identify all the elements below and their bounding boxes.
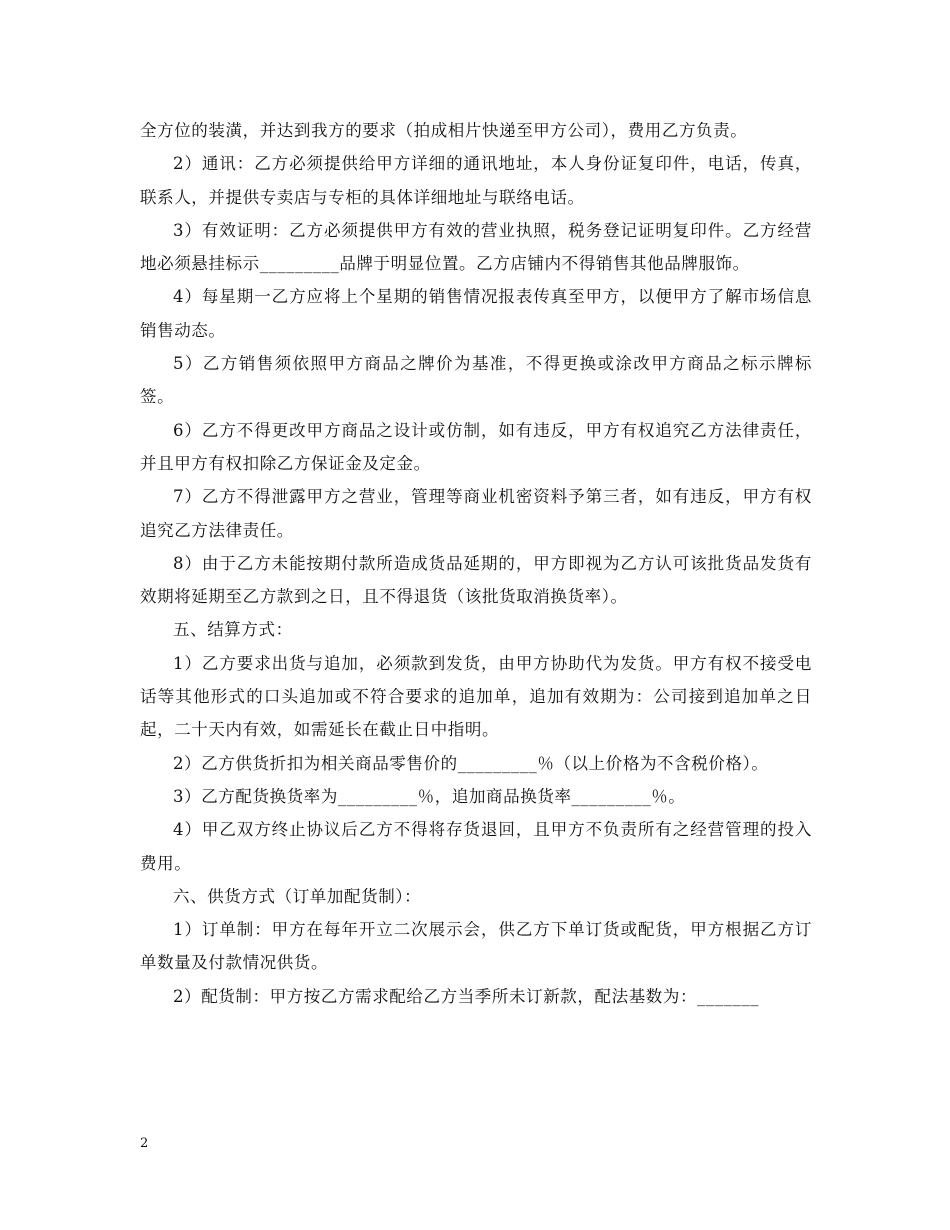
paragraph-6: 6）乙方不得更改甲方商品之设计或仿制，如有违反，甲方有权追究乙方法律责任，并且甲方有权扣除乙方保证金及定金。 <box>140 420 812 473</box>
paragraph-5: 5）乙方销售须依照甲方商品之牌价为基准，不得更换或涂改甲方商品之标示牌标签。 <box>140 354 812 407</box>
paragraph-2: 2）通讯：乙方必须提供给甲方详细的通讯地址，本人身份证复印件，电话，传真，联系人，并提供专卖店与专柜的具体详细地址与联络电话。 <box>140 154 812 207</box>
page-number: 2 <box>140 1136 149 1151</box>
paragraph-15: 1）订单制：甲方在每年开立二次展示会，供乙方下单订货或配货，甲方根据乙方订单数量及付款情况供货。 <box>140 920 812 973</box>
paragraph-11: 2）乙方供货折扣为相关商品零售价的_________％（以上价格为不含税价格）。 <box>173 753 769 773</box>
paragraph-10: 1）乙方要求出货与追加，必须款到发货，由甲方协助代为发货。甲方有权不接受电话等其他形式的口头追加或不符合要求的追加单，追加有效期为：公司接到追加单之日起，二十天内有效，如需延长在截止日中指明。 <box>140 653 812 740</box>
paragraph-7: 7）乙方不得泄露甲方之营业，管理等商业机密资料予第三者，如有违反，甲方有权追究乙方法律责任。 <box>140 487 812 540</box>
paragraph-13: 4）甲乙双方终止协议后乙方不得将存货退回，且甲方不负责所有之经营管理的投入费用。 <box>140 820 812 873</box>
paragraph-3: 3）有效证明：乙方必须提供甲方有效的营业执照，税务登记证明复印件。乙方经营地必须悬挂标示_________品牌于明显位置。乙方店铺内不得销售其他品牌服饰。 <box>140 220 812 274</box>
section-heading-supply: 六、供货方式（订单加配货制）： <box>173 886 422 906</box>
document-body <box>140 114 812 1013</box>
paragraph-8: 8）由于乙方未能按期付款所造成货品延期的，甲方即视为乙方认可该批货品发货有效期将延期至乙方款到之日，且不得退货（该批货取消换货率）。 <box>140 553 812 607</box>
paragraph-12: 3）乙方配货换货率为_________％，追加商品换货率_________％。 <box>173 786 686 806</box>
paragraph-16: 2）配货制：甲方按乙方需求配给乙方当季所未订新款，配法基数为：_______ <box>173 986 760 1006</box>
section-heading-settlement: 五、结算方式： <box>173 620 293 640</box>
paragraph-4: 4）每星期一乙方应将上个星期的销售情况报表传真至甲方，以便甲方了解市场信息销售动态。 <box>140 287 812 340</box>
paragraph-1: 全方位的装潢，并达到我方的要求（拍成相片快递至甲方公司），费用乙方负责。 <box>140 121 748 140</box>
